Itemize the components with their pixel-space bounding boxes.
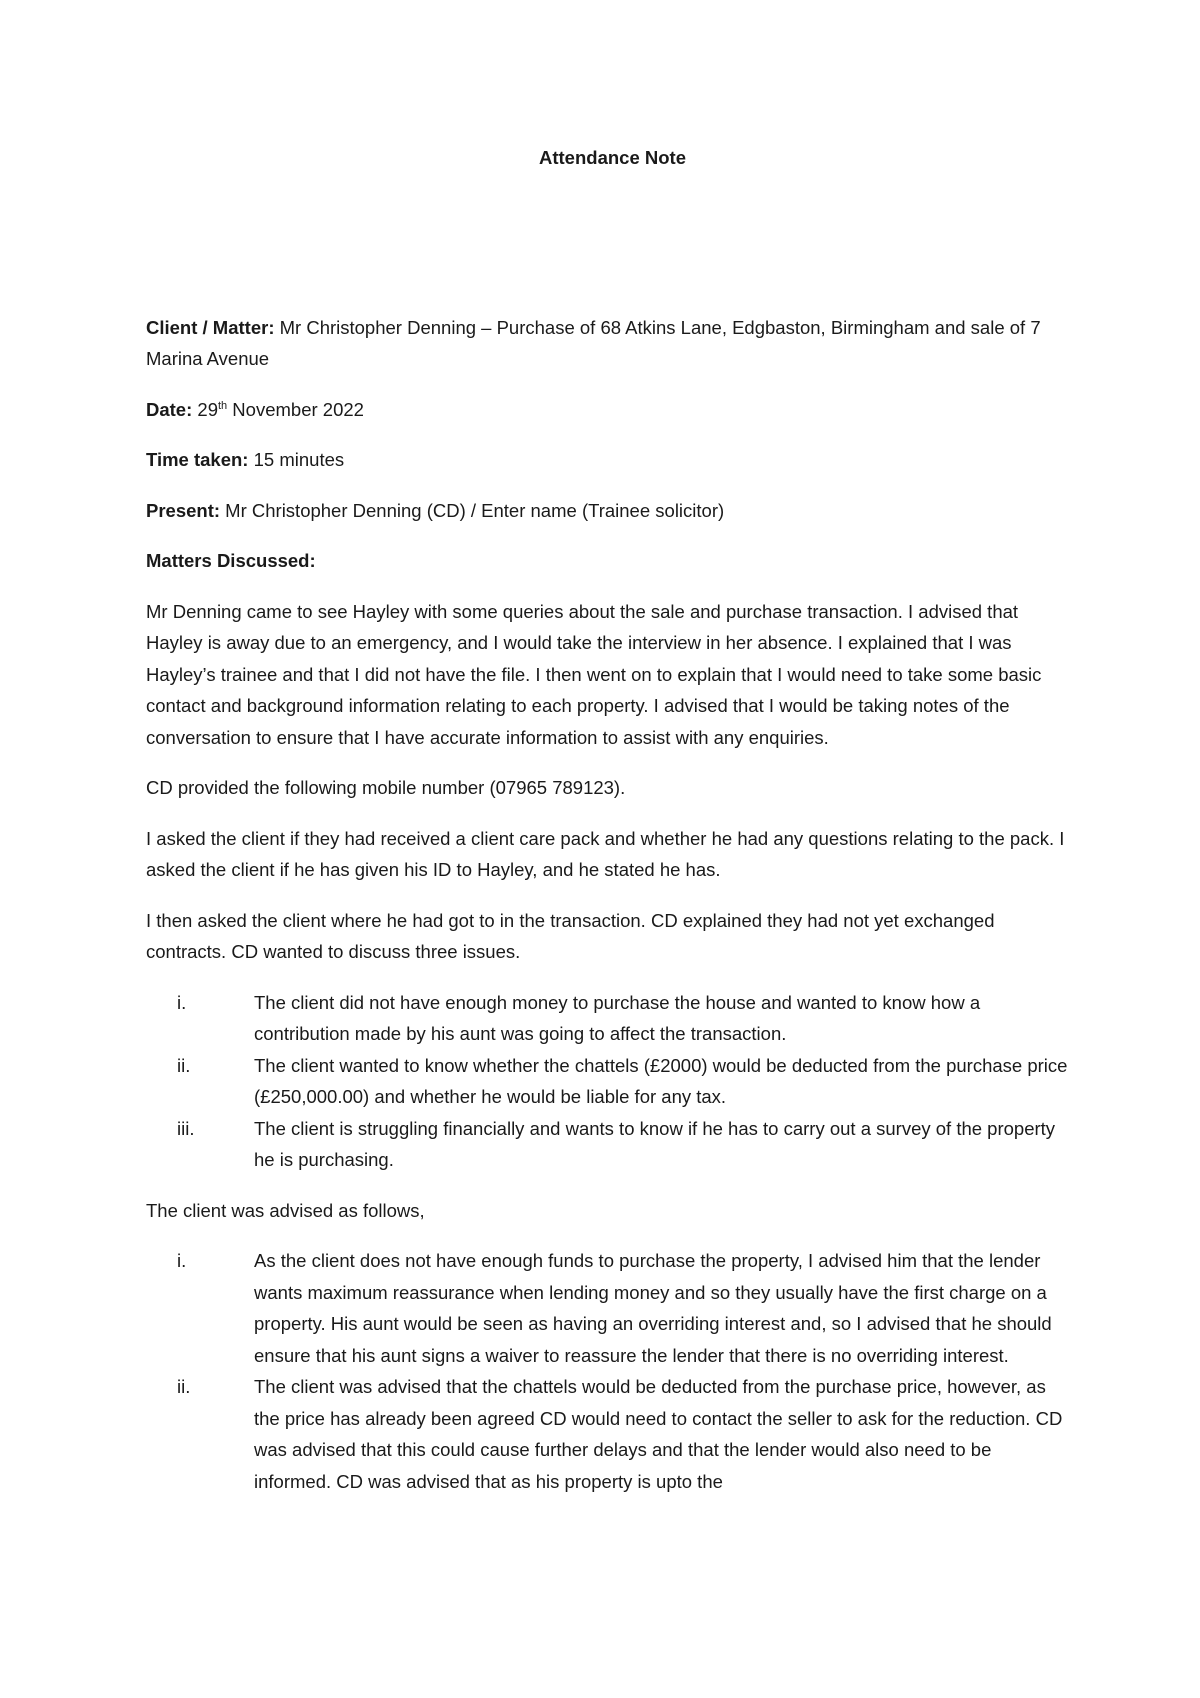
- present-value: Mr Christopher Denning (CD) / Enter name (Trainee solicitor): [220, 499, 725, 521]
- paragraph-mobile-number: CD provided the following mobile number (07965 789123).: [146, 777, 626, 798]
- paragraph-intro: Mr Denning came to see Hayley with some queries about the sale and purchase transaction. I advised that Hayley is away due to an emergency, and I would take the interview in her absence. I explained that I was Hayley’s trainee and that I did not have the file. I then went on to explain that I would need to take some basic contact and background information relating to each property. I advised that I would be taking notes of the conversation to ensure that I have accurate information to assist with any enquiries.: [146, 600, 1042, 748]
- time-taken-value: 15 minutes: [248, 449, 345, 470]
- advice-item: [146, 1371, 1071, 1497]
- date-day: 29: [192, 398, 218, 420]
- document-body: [146, 142, 1071, 1516]
- client-matter-line: [146, 312, 1071, 375]
- date-line: [146, 394, 1071, 426]
- advice-text: The client was advised that the chattels would be deducted from the purchase price, however, as the price has already been agreed CD would need to contact the seller to ask for the reduction. CD was advised that this could cause further delays and that the lender would also need to be informed. CD was advised that as his property is upto the: [254, 1376, 1063, 1492]
- date-label: Date:: [146, 398, 193, 420]
- issue-item: [146, 987, 1071, 1050]
- document-title: Attendance Note: [539, 147, 686, 168]
- date-rest: November 2022: [227, 398, 364, 420]
- advice-item: [146, 1245, 1071, 1371]
- present-label: Present:: [146, 499, 221, 521]
- issue-text: The client wanted to know whether the chattels (£2000) would be deducted from the purchase price (£250,000.00) and whether he would be liable for any tax.: [254, 1054, 1068, 1107]
- advice-text: As the client does not have enough funds to purchase the property, I advised him that the lender wants maximum reassurance when lending money and so they usually have the first charge on a property. His aunt would be seen as having an overriding interest and, so I advised that he should ensure that his aunt signs a waiver to reassure the lender that there is no overriding interest.: [254, 1250, 1052, 1366]
- issue-text: The client did not have enough money to purchase the house and wanted to know how a contribution made by his aunt was going to affect the transaction.: [254, 991, 981, 1044]
- issues-list: [146, 987, 1071, 1176]
- advice-number: ii.: [177, 1376, 191, 1397]
- issue-number: ii.: [177, 1054, 191, 1076]
- matters-discussed-heading: Matters Discussed:: [146, 550, 316, 571]
- present-line: [146, 495, 1071, 527]
- time-taken-line: [146, 444, 1071, 476]
- paragraph-advice-intro: The client was advised as follows,: [146, 1199, 425, 1221]
- client-matter-label: Client / Matter:: [146, 316, 275, 338]
- advice-list: [146, 1245, 1071, 1497]
- paragraph-client-care-pack: I asked the client if they had received a client care pack and whether he had any questions relating to the pack. I asked the client if he has given his ID to Hayley, and he stated he has.: [146, 827, 1065, 880]
- issue-number: i.: [177, 991, 187, 1013]
- paragraph-transaction-status: I then asked the client where he had got to in the transaction. CD explained they had not yet exchanged contracts. CD wanted to discuss three issues.: [146, 909, 995, 962]
- client-matter-value: Mr Christopher Denning – Purchase of 68 Atkins Lane, Edgbaston, Birmingham and sale of 7 Marina Avenue: [146, 316, 1041, 369]
- time-taken-label: Time taken:: [146, 449, 249, 470]
- issue-item: [146, 1113, 1071, 1176]
- issue-number: iii.: [177, 1117, 195, 1139]
- date-day-suffix: th: [217, 399, 228, 412]
- issue-item: [146, 1050, 1071, 1113]
- issue-text: The client is struggling financially and wants to know if he has to carry out a survey of the property he is purchasing.: [254, 1117, 1056, 1170]
- advice-number: i.: [177, 1250, 187, 1271]
